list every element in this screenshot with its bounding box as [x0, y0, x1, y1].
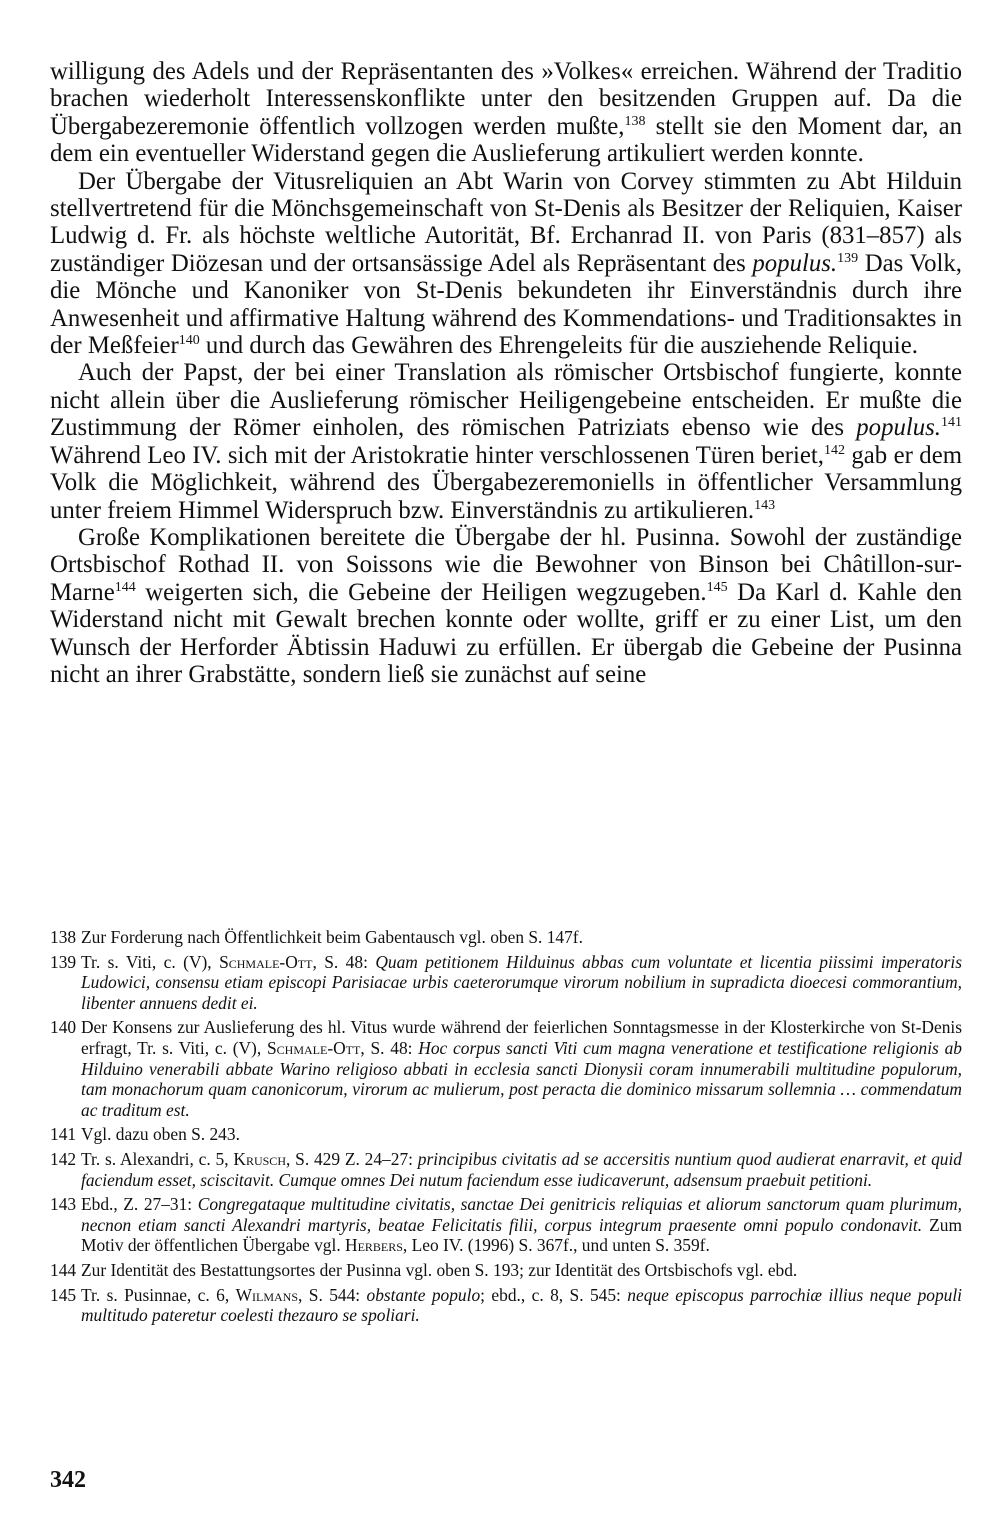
text-run: Vgl. dazu oben S. 243. [81, 1124, 240, 1145]
footnote [50, 1194, 962, 1256]
footnote-ref[interactable]: 138 [624, 113, 646, 129]
body-paragraph [50, 58, 962, 168]
author-name: Schmale-Ott [266, 1037, 361, 1058]
footnote [50, 1260, 962, 1281]
footnote-text [81, 1194, 962, 1255]
footnote-text [81, 1149, 962, 1190]
author-name: Krusch [233, 1148, 286, 1169]
footnote-text [81, 927, 583, 947]
italic-run: Congregataque multitudine civitatis, sanctae Dei genitricis reliquias et aliorum sanctorum quam plurimum, necnon etiam sancti Alexandri martyris, beatae Felicitatis filii, corpus integrum praesente omni populo condonavit. [81, 1194, 963, 1235]
text-run: , S. 429 Z. 24–27: [285, 1148, 418, 1169]
footnote-number: 142 [50, 1148, 77, 1169]
author-name: Wilmans [235, 1284, 299, 1305]
footnote [50, 927, 962, 948]
text-run: Zum Motiv der öffentlichen Übergabe vgl. [81, 1214, 962, 1256]
footnote-number: 138 [50, 927, 77, 947]
italic-run: obstante populo [366, 1284, 481, 1305]
text-run: gab er dem Volk die Möglichkeit, während des Übergabezeremoniells in öffentlicher Versammlung unter freiem Himmel Widerspruch bzw. Einverständnis zu artikulieren. [50, 441, 962, 524]
italic-run: principibus civitatis ad se accersitis nuntium quod audierat enarravit, et quid faciendum esset, sciscitavit. Cumque omnes Dei nutum faciendum esse iudicaverunt, adsensum praebuit petitioni. [81, 1148, 962, 1190]
text-run: Tr. s. Alexandri, c. 5, [81, 1148, 234, 1169]
italic-run: Hoc corpus sancti Viti cum magna veneratione et testificatione religionis ab Hilduino venerabili abbate Warino religioso abbati in ecclesia sancti Dionysii coram innumerabili multitudine populorum, tam monachorum quam canonicorum, virorum ac mulierum, post peracta die dominico missarum sollemnia … commendatum ac traditum est. [81, 1037, 962, 1120]
footnote-number: 141 [50, 1124, 77, 1145]
footnote-number: 145 [50, 1284, 77, 1305]
text-run: Ebd., Z. 27–31: [81, 1194, 198, 1215]
text-run: Das Volk, die Mönche und Kanoniker von St-Denis bekundeten ihr Einverständnis durch ihre Anwesenheit und affirmative Haltung während des Kommendations- und Traditionsaktes in der Meßfeier [50, 249, 962, 360]
body-paragraph [50, 359, 962, 523]
footnote-ref[interactable]: 141 [941, 415, 962, 431]
page-number: 342 [50, 1467, 86, 1493]
footnote-ref[interactable]: 139 [837, 250, 859, 266]
footnote [50, 952, 962, 1014]
text-run: Während Leo IV. sich mit der Aristokratie hinter verschlossenen Türen beriet, [50, 441, 824, 469]
text-run: willigung des Adels und der Repräsentanten des »Volkes« erreichen. Während der Traditio brachen wiederholt Interessenskonflikte unter den besitzenden Gruppen auf. Da die Übergabezeremonie öffentlich vollzogen werden mußte, [50, 58, 962, 140]
footnote [50, 1149, 962, 1190]
footnote-ref[interactable]: 143 [754, 497, 776, 513]
text-run: Der Konsens zur Auslieferung des hl. Vitus wurde während der feierlichen Sonntagsmesse in der Klosterkirche von St-Denis erfragt, Tr. s. Viti, c. (V), [81, 1017, 962, 1058]
italic-run: populus. [752, 249, 838, 277]
footnote-number: 144 [50, 1259, 77, 1280]
footnote-ref[interactable]: 140 [178, 333, 200, 349]
text-run: weigerten sich, die Gebeine der Heiligen wegzugeben. [135, 578, 707, 606]
footnote [50, 1124, 962, 1145]
text-run: ; ebd., c. 8, S. 545: [480, 1284, 628, 1305]
footnote-text [81, 1124, 240, 1144]
text-run: , S. 48: [312, 951, 376, 972]
text-run: Auch der Papst, der bei einer Translation als römischer Ortsbischof fungierte, konnte nicht allein über die Auslieferung römischer Heiligengebeine entscheiden. Er mußte die Zustimmung der Römer einholen, des römischen Patriziats ebenso wie des [50, 359, 962, 442]
text-run: Zur Identität des Bestattungsortes der Pusinna vgl. oben S. 193; zur Identität des Ortsbischofs vgl. ebd. [81, 1259, 798, 1280]
footnote-number: 140 [50, 1017, 77, 1038]
text-run: und durch das Gewähren des Ehrengeleits für die ausziehende Reliquie. [199, 332, 918, 360]
body-text [50, 58, 962, 688]
footnote [50, 1285, 962, 1326]
body-paragraph [50, 524, 962, 688]
footnote-number: 139 [50, 951, 77, 972]
footnote-ref[interactable]: 144 [114, 579, 136, 595]
footnotes-section [50, 927, 962, 1330]
text-run: stellt sie den Moment dar, an dem ein eventueller Widerstand gegen die Auslieferung artikuliert werden konnte. [50, 112, 962, 168]
text-run: Da Karl d. Kahle den Widerstand nicht mit Gewalt brechen konnte oder wollte, griff er zu einer List, um den Wunsch der Herforder Äbtissin Haduwi zu erfüllen. Er übergab die Gebeine der Pusinna nicht an ihrer Grabstätte, sondern ließ sie zunächst auf seine [50, 578, 963, 688]
author-name: Schmale-Ott [219, 951, 313, 972]
footnote-number: 143 [50, 1194, 77, 1215]
text-run: Tr. s. Viti, c. (V), [81, 951, 220, 972]
book-page-body [50, 58, 962, 688]
footnote-text [81, 1285, 962, 1326]
footnote-ref[interactable]: 142 [823, 442, 845, 458]
footnote-ref[interactable]: 145 [706, 579, 728, 595]
text-run: Tr. s. Pusinnae, c. 6, [81, 1284, 236, 1305]
footnote-text [81, 1017, 962, 1119]
footnote-text [81, 952, 962, 1013]
footnote [50, 1017, 962, 1120]
text-run: Zur Forderung nach Öffentlichkeit beim Gabentausch vgl. oben S. 147f. [81, 927, 583, 947]
text-run: Der Übergabe der Vitusreliquien an Abt Warin von Corvey stimmten zu Abt Hilduin stellvertretend für die Mönchsgemeinschaft von St-Denis als Besitzer der Reliquien, Kaiser Ludwig d. Fr. als höchste weltliche Autorität, Bf. Erchanrad II. von Paris (831–857) als zuständiger Diözesan und der ortsansässige Adel als Repräsentant des [50, 167, 962, 277]
text-run: , Leo IV. (1996) S. 367f., und unten S. 359f. [402, 1235, 710, 1256]
italic-run: neque episcopus parrochiæ illius neque populi multitudo pateretur coelesti thezauro se spoliari. [81, 1284, 963, 1326]
text-run: , S. 544: [298, 1284, 367, 1305]
body-paragraph [50, 168, 962, 360]
italic-run: Quam petitionem Hilduinus abbas cum voluntate et licentia piissimi imperatoris Ludowici, consensu etiam episcopi Parisiacae urbis caeterorumque virorum nobilium in supradicta dioecesi commorantium, libenter annuens dedit ei. [81, 951, 962, 1013]
text-run: Große Komplikationen bereitete die Übergabe der hl. Pusinna. Sowohl der zuständige Ortsbischof Rothad II. von Soissons wie die Bewohner von Binson bei Châtillon-sur-Marne [50, 523, 962, 606]
italic-run: populus. [856, 414, 941, 442]
footnote-text [81, 1260, 797, 1280]
text-run: , S. 48: [360, 1037, 419, 1058]
author-name: Herbers [345, 1235, 403, 1256]
